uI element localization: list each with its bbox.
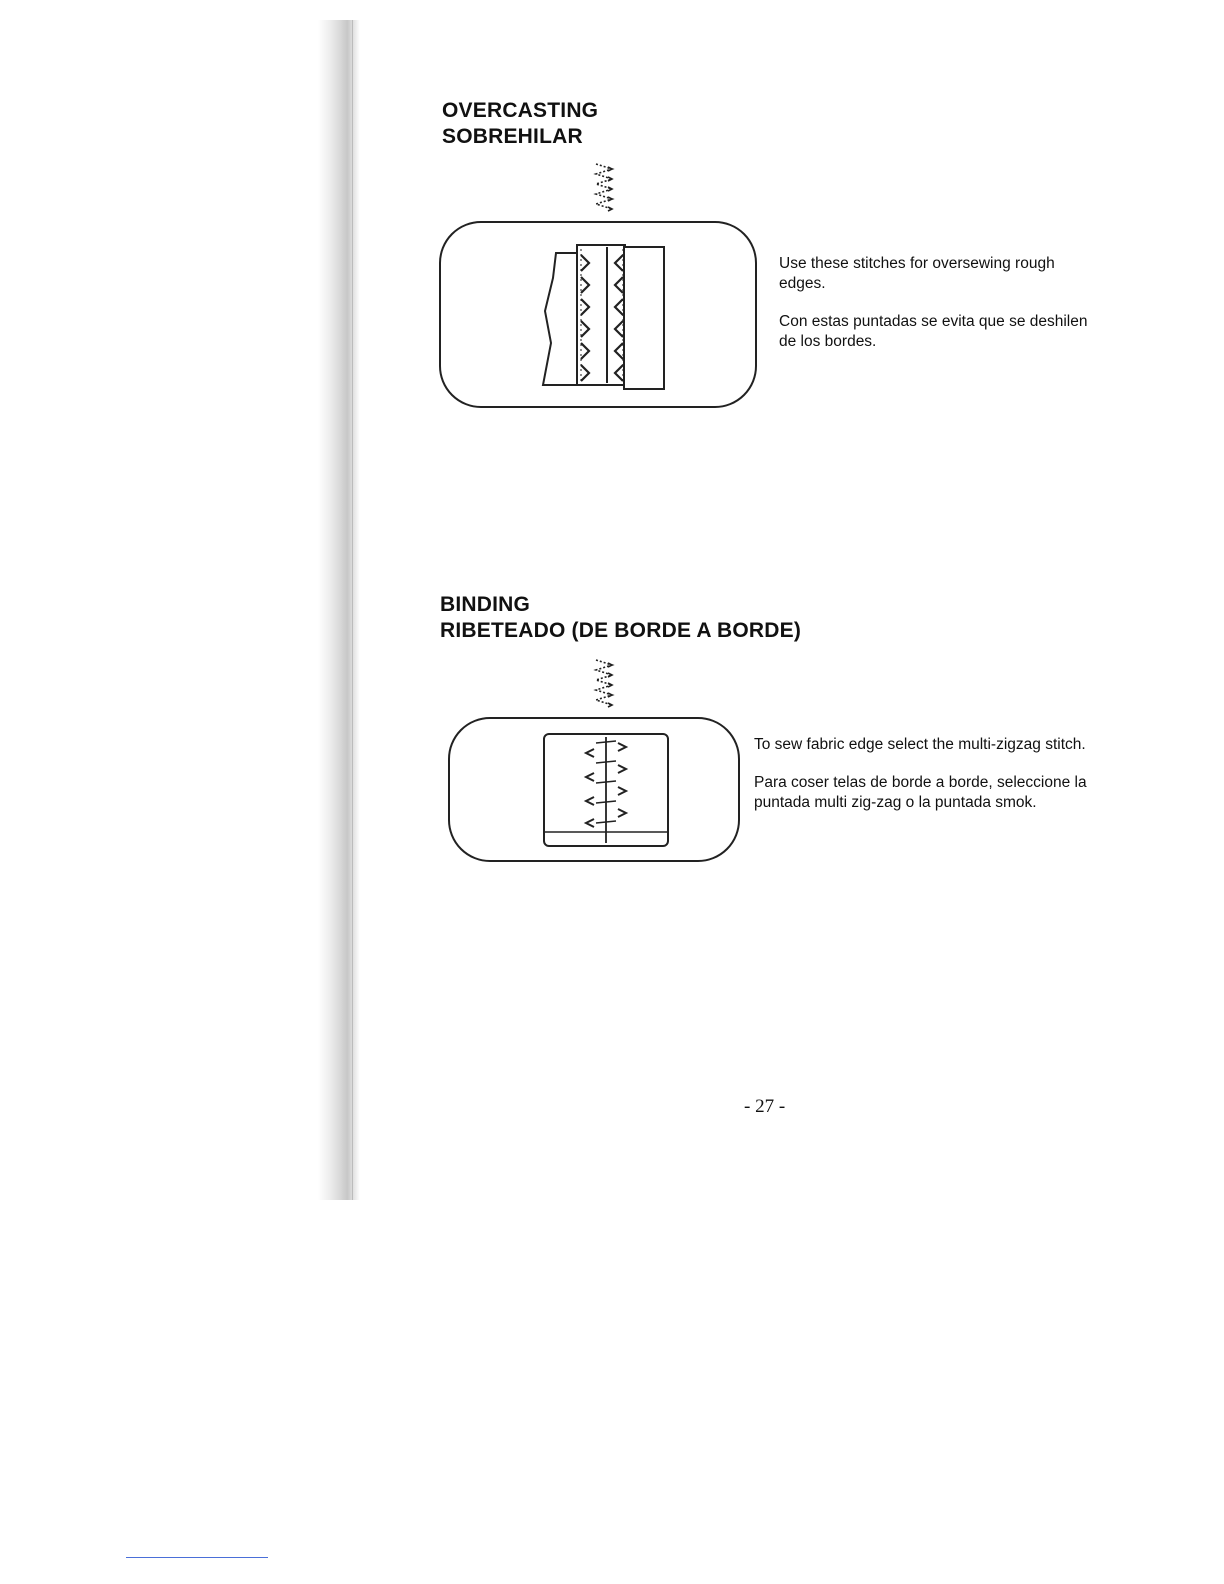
binding-text-es: Para coser telas de borde a borde, seleccione la puntada multi zig-zag o la puntada smok. bbox=[754, 774, 1087, 811]
overcast-stitch-icon bbox=[590, 160, 620, 216]
overcasting-title-en: OVERCASTING bbox=[442, 99, 599, 122]
overcasting-illustration bbox=[439, 221, 757, 408]
binding-description bbox=[754, 735, 1104, 831]
overcasting-description bbox=[779, 254, 1099, 370]
binding-illustration bbox=[448, 717, 740, 862]
page-number: - 27 - bbox=[744, 1096, 786, 1117]
overcasting-title-es: SOBREHILAR bbox=[442, 125, 583, 148]
binding-crease bbox=[352, 20, 353, 1200]
binding-title-en: BINDING bbox=[440, 593, 531, 616]
overcasting-text-en: Use these stitches for oversewing rough edges. bbox=[779, 255, 1055, 292]
binding-text-en: To sew fabric edge select the multi-zigzag stitch. bbox=[754, 736, 1086, 753]
multi-zigzag-stitch-icon bbox=[590, 656, 620, 712]
book-binding-shadow bbox=[318, 20, 360, 1200]
overcasting-text-es: Con estas puntadas se evita que se deshilen de los bordes. bbox=[779, 313, 1088, 350]
footer-rule bbox=[126, 1557, 268, 1558]
binding-title-es: RIBETEADO (DE BORDE A BORDE) bbox=[440, 619, 802, 642]
